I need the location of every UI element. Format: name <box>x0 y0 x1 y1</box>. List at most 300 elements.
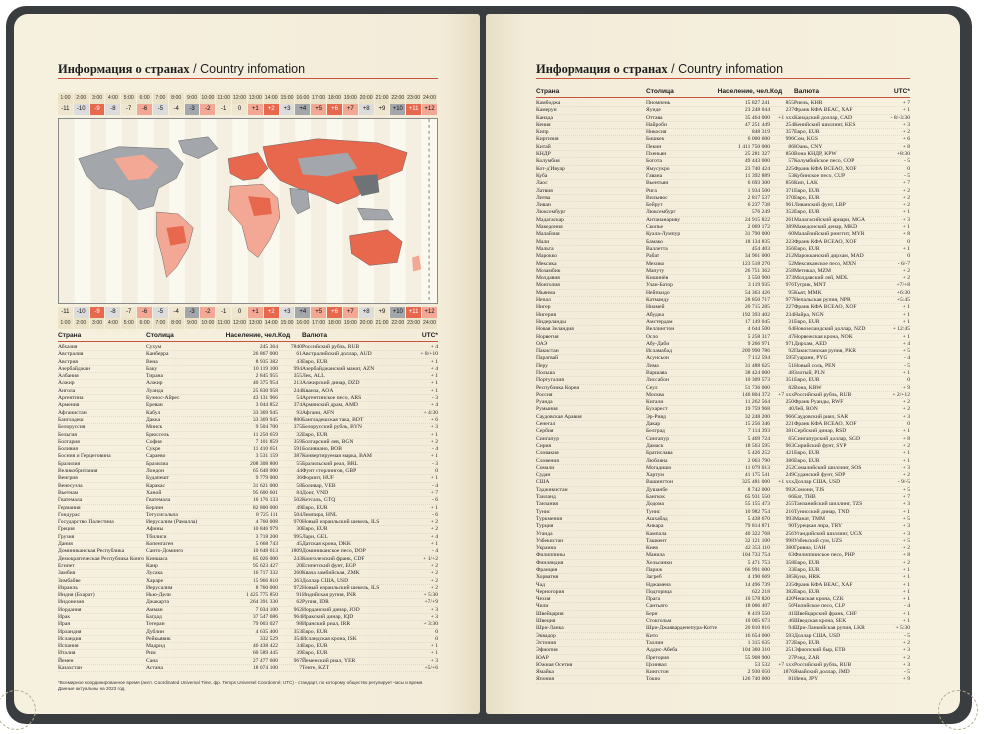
country-name: Гондурас <box>58 511 80 518</box>
capital-name: София <box>146 438 162 445</box>
table-row <box>536 334 910 341</box>
capital-name: Сана <box>146 657 158 664</box>
table-row <box>536 312 910 319</box>
phone-code: 381 <box>785 428 794 435</box>
utc-offset: - 4 <box>903 355 910 362</box>
population-value: 41 175 541 <box>744 472 770 479</box>
utc-offset: + 3 <box>902 647 910 654</box>
currency-name: Доллар США, USD <box>302 577 349 584</box>
country-name: Боливия <box>58 446 78 453</box>
phone-code: 351 <box>785 377 794 384</box>
table-row <box>58 643 438 650</box>
table-row <box>536 669 910 676</box>
phone-code: 355 <box>293 373 302 380</box>
capital-name: Бухарест <box>646 406 668 413</box>
table-row <box>536 458 910 465</box>
utc-time-cell: 5:00 <box>121 93 137 104</box>
phone-code: 64 <box>788 326 794 333</box>
population-value: 104 360 310 <box>742 647 770 654</box>
phone-code: 962 <box>293 606 302 613</box>
utc-offset: + 5 <box>902 486 910 493</box>
currency-name: Афгани, AFN <box>302 409 335 416</box>
capital-name: Каир <box>146 562 158 569</box>
phone-code: 33 <box>788 567 794 573</box>
utc-offset: +7/+8 <box>896 282 910 289</box>
currency-name: Сирийский фунт, SYP <box>794 442 847 449</box>
utc-time-cell: 9:00 <box>185 318 201 329</box>
phone-code: 47 <box>788 333 794 340</box>
country-name: Венесуэла <box>58 482 83 489</box>
phone-code: 93 <box>296 409 302 416</box>
time-zone-stripe <box>75 119 91 303</box>
table-row <box>536 377 910 384</box>
currency-name: Франк КФА ВСЕАО, XOF <box>794 165 857 172</box>
table-row <box>58 599 438 606</box>
country-name: Новая Зеландия <box>536 326 574 333</box>
phone-code: 34 <box>296 643 302 650</box>
utc-offset: + 2 <box>430 570 438 577</box>
phone-code: 992 <box>785 486 794 493</box>
currency-name: Юань, CNY <box>794 143 823 150</box>
utc-time-cell: 18:00 <box>327 93 343 104</box>
population-value: 65 931 550 <box>744 494 770 501</box>
utc-offset-cell: +12 <box>422 104 438 115</box>
column-header-population: Население, чел. <box>717 88 770 95</box>
country-name: Канада <box>536 114 553 121</box>
utc-offset: + 4 <box>430 365 438 372</box>
phone-code: 385 <box>785 574 794 581</box>
phone-code: 221 <box>785 421 794 428</box>
table-row <box>536 640 910 647</box>
population-value: 3 119 935 <box>747 282 770 289</box>
utc-offset: + 2 <box>902 129 910 136</box>
table-row <box>536 341 910 348</box>
table-row <box>58 453 438 460</box>
country-name: Швейцария <box>536 610 564 617</box>
utc-time-cell: 3:00 <box>90 318 106 329</box>
country-name: Гватемала <box>58 497 83 504</box>
capital-name: Токио <box>646 676 661 683</box>
utc-time-cell: 23:00 <box>406 318 422 329</box>
capital-name: Иерусалим (Рамалла) <box>146 519 198 526</box>
population-value: 53 532 <box>754 661 770 668</box>
utc-offset: + 1 <box>902 107 910 114</box>
currency-name: Эфиопский быр, ETB <box>794 647 846 654</box>
phone-code: 850 <box>785 151 794 158</box>
capital-name: Гавана <box>646 172 663 179</box>
utc-offset: + 1 <box>902 428 910 435</box>
country-name: Черногория <box>536 588 565 595</box>
currency-name: Конголезский франк, CDF <box>302 555 365 562</box>
utc-offset: + 1 <box>430 431 438 438</box>
currency-name: Кетсаль, GTQ <box>302 497 336 504</box>
capital-name: Сараево <box>146 453 166 460</box>
population-value: 1 315 635 <box>747 639 770 646</box>
population-value: 3 044 852 <box>255 402 278 409</box>
capital-name: Бразилиа <box>146 460 168 467</box>
utc-offset: + 2 <box>430 562 438 569</box>
table-row <box>58 592 438 599</box>
capital-name: Кито <box>646 632 658 639</box>
currency-name: Евро, EUR <box>302 504 328 511</box>
utc-offset-cell: -6 <box>137 104 153 115</box>
utc-offset: - 3 <box>431 395 438 402</box>
capital-name: Тирана <box>146 373 164 380</box>
currency-name: Евро, EUR <box>794 209 820 216</box>
table-row <box>536 472 910 479</box>
population-value: 10 982 754 <box>744 508 770 515</box>
column-header-country: Страна <box>536 88 560 95</box>
currency-name: Рэнд, ZAR <box>794 654 820 661</box>
population-value: 40 375 954 <box>252 380 278 387</box>
country-name: Малайзия <box>536 231 560 238</box>
table-row <box>536 297 910 304</box>
utc-offset: + 4 <box>430 533 438 540</box>
phone-code: 58 <box>296 482 302 489</box>
population-value: 43 131 966 <box>252 395 278 402</box>
phone-code: 250 <box>785 399 794 406</box>
currency-name: Колумбийское песо, COP <box>794 158 855 165</box>
utc-offset-cell: +3 <box>280 104 296 115</box>
table-row <box>536 144 910 151</box>
capital-name: Веллингтон <box>646 326 675 333</box>
currency-name: Российский рубль, RUB <box>302 344 360 350</box>
phone-code: 504 <box>293 511 302 518</box>
population-value: 2 817 537 <box>747 194 770 201</box>
country-name: Болгария <box>58 438 80 445</box>
utc-offset: + 2 <box>430 577 438 584</box>
currency-name: Российский рубль, RUB <box>794 661 852 668</box>
country-name: Словакия <box>536 450 559 457</box>
utc-time-cell: 8:00 <box>169 93 185 104</box>
table-row <box>536 662 910 669</box>
country-name: Молдавия <box>536 275 560 282</box>
country-name: Португалия <box>536 377 564 384</box>
utc-offset-cell: -9 <box>90 104 106 115</box>
phone-code: 243 <box>293 555 302 562</box>
population-value: 65 648 000 <box>252 468 278 475</box>
table-row <box>536 370 910 377</box>
capital-name: Катманду <box>646 297 670 304</box>
capital-name: Багдад <box>146 613 162 620</box>
population-value: 11 079 013 <box>745 464 770 471</box>
capital-name: Буэнос-Айрес <box>146 395 180 402</box>
column-header-currency: Валюта <box>794 88 819 95</box>
population-value: 37 547 686 <box>252 613 278 620</box>
country-name: Монголия <box>536 282 560 289</box>
utc-time-cell: 15:00 <box>280 318 296 329</box>
population-value: 35 464 000 <box>744 114 770 121</box>
capital-name: Амман <box>146 606 163 613</box>
utc-offset-cell: -10 <box>74 104 90 115</box>
country-name: Киргизия <box>536 136 559 143</box>
utc-time-cell: 19:00 <box>343 318 359 329</box>
capital-name: Цхинвал <box>646 661 667 668</box>
utc-time-cell: 11:00 <box>216 93 232 104</box>
currency-name: Евро, EUR <box>794 588 820 595</box>
population-value: 23 740 424 <box>744 165 770 172</box>
population-value: 10 119 100 <box>253 365 278 372</box>
corner-decoration <box>0 690 36 730</box>
utc-offset: +8:30 <box>896 151 910 158</box>
country-name: Демократическая Республика Конго <box>58 555 145 562</box>
capital-name: Ниамей <box>646 304 665 311</box>
phone-code: 372 <box>785 639 794 646</box>
currency-name: Доллар США, USD <box>794 632 841 639</box>
currency-name: Шведская крона, SEK <box>794 618 847 625</box>
table-row <box>536 582 910 589</box>
capital-name: Улан-Батор <box>646 282 673 289</box>
utc-time-cell: 21:00 <box>375 318 391 329</box>
phone-code: +7 ххх <box>778 391 794 398</box>
table-row <box>536 509 910 516</box>
currency-name: Кванза, AOA <box>302 387 334 394</box>
currency-name: Пакистанская рупия, PKR <box>794 348 857 355</box>
phone-code: 51 <box>788 362 794 369</box>
currency-name: Евро, EUR <box>794 639 820 646</box>
phone-code: 964 <box>293 613 302 620</box>
table-row <box>536 136 910 143</box>
utc-offset: + 3:30 <box>423 621 438 628</box>
utc-offset: + 1 <box>430 650 438 657</box>
currency-name: Евро, EUR <box>794 457 820 464</box>
utc-time-cell: 16:00 <box>295 93 311 104</box>
utc-offset: + 3 <box>902 464 910 471</box>
utc-offset: + 1 <box>902 581 910 588</box>
currency-name: Саудовский риял, SAR <box>794 413 849 420</box>
utc-offset: + 8 <box>902 143 910 150</box>
country-name: Индия (Бхарат) <box>58 592 95 599</box>
phone-code: 977 <box>785 297 794 304</box>
utc-offset-cell: +7 <box>343 307 359 318</box>
capital-name: Варшава <box>646 369 667 376</box>
capital-name: Хараре <box>146 577 164 584</box>
capital-name: Загреб <box>646 574 662 581</box>
table-row <box>58 585 438 592</box>
country-name: Мексика <box>536 260 557 267</box>
currency-name: Македонский денар, MKD <box>794 224 858 231</box>
currency-name: Манат, TMM <box>794 515 825 522</box>
capital-name: Ямусукро <box>646 165 670 172</box>
utc-offset: + 1 <box>430 453 438 460</box>
phone-code: 591 <box>293 446 302 453</box>
population-value: 9 779 000 <box>255 475 278 482</box>
country-name: Кот-д'Ивуар <box>536 165 565 172</box>
phone-code: 7840 <box>290 344 302 350</box>
currency-name: Йеменский риал, YER <box>302 657 356 664</box>
phone-code: 46 <box>788 618 794 625</box>
utc-time-cell: 20:00 <box>359 318 375 329</box>
utc-offset: 0 <box>907 377 910 384</box>
capital-name: Астана <box>146 665 163 672</box>
utc-offset: + 2 <box>430 438 438 445</box>
utc-offset: + 3 <box>902 121 910 128</box>
table-row <box>58 468 438 475</box>
country-name: Пакистан <box>536 348 559 355</box>
population-value: 16 717 332 <box>252 570 278 577</box>
country-name: Абхазия <box>58 344 78 350</box>
capital-name: Анкара <box>646 523 664 530</box>
country-name: Босния и Герцеговина <box>58 453 111 460</box>
population-value: 126 740 000 <box>742 676 770 683</box>
currency-name: Малагасийский ариари, MGA <box>794 216 866 223</box>
utc-offset: 0 <box>907 421 910 428</box>
utc-offset: + 2 <box>902 442 910 449</box>
table-row <box>536 180 910 187</box>
currency-name: Иранский риал, IRR <box>302 621 351 628</box>
population-value: 14 496 739 <box>744 581 770 588</box>
utc-offset: + 3 <box>902 530 910 537</box>
phone-code: 971 <box>785 340 794 347</box>
currency-name: Куна, HRK <box>794 574 821 581</box>
country-name: Узбекистан <box>536 537 564 544</box>
country-name: Франция <box>536 567 558 573</box>
currency-name: Марокканский дирхам, MAD <box>794 253 864 260</box>
utc-offset: + 9 <box>902 384 910 391</box>
phone-code: 55 <box>296 460 302 467</box>
utc-time-cell: 1:00 <box>58 93 74 104</box>
population-value: 2 845 955 <box>255 373 278 380</box>
utc-time-cell: 11:00 <box>216 318 232 329</box>
population-value: 7 112 594 <box>747 355 770 362</box>
table-row <box>536 589 910 596</box>
currency-name: Канадский доллар, CAD <box>794 114 853 121</box>
left-page <box>14 14 480 714</box>
utc-time-cell: 15:00 <box>280 93 296 104</box>
table-row <box>536 406 910 413</box>
utc-offset: + 12:45 <box>892 326 910 333</box>
capital-name: Аддис-Абеба <box>646 647 678 654</box>
capital-name: Пхеньян <box>646 151 667 158</box>
population-value: 11 392 889 <box>745 172 770 179</box>
population-value: 11 250 659 <box>253 431 278 438</box>
utc-footnote: *Всемирное координированное время (англ. Coordinated Universal Time, фр. Temps Universel Coordonné; UTC) - стандарт, по которому общество регулирует часы и время. Данные актуальны на 2023 год. <box>58 680 424 691</box>
utc-offset-cell: -9 <box>90 307 106 318</box>
currency-name: Угандийский шиллинг, UGX <box>794 530 863 537</box>
utc-time-cell: 5:00 <box>121 318 137 329</box>
table-row <box>536 552 910 559</box>
time-zone-stripe <box>122 119 138 303</box>
utc-offset: + 3 <box>902 413 910 420</box>
phone-code: 213 <box>293 380 302 387</box>
table-row <box>58 512 438 519</box>
country-name: Мали <box>536 238 550 245</box>
table-row <box>58 556 438 563</box>
country-name: Нигерия <box>536 311 557 318</box>
phone-code: 57 <box>788 158 794 165</box>
column-header-population: Население, чел. <box>225 332 278 339</box>
utc-scale-bottom <box>58 307 438 329</box>
table-row <box>536 611 910 618</box>
phone-code: 972 <box>293 584 302 591</box>
utc-time-cell: 6:00 <box>137 93 153 104</box>
population-value: 19 759 968 <box>744 406 770 413</box>
population-value: 16 654 000 <box>744 632 770 639</box>
population-value: 25 830 958 <box>252 387 278 394</box>
currency-name: Боливар, VEB <box>302 482 336 489</box>
table-row <box>58 359 438 366</box>
capital-name: Додома <box>646 501 664 508</box>
population-value: 32 248 200 <box>744 413 770 420</box>
table-row <box>536 253 910 260</box>
utc-time-cell: 13:00 <box>248 93 264 104</box>
currency-name: Фунт стерлингов, GBP <box>302 468 357 475</box>
phone-code: 60 <box>788 231 794 238</box>
table-row <box>536 625 910 632</box>
phone-code: 995 <box>293 533 302 540</box>
utc-offset: + 7 <box>902 494 910 501</box>
currency-name: Донг, VND <box>302 489 329 496</box>
country-name: Уганда <box>536 530 553 537</box>
phone-code: 235 <box>785 581 794 588</box>
utc-offset-cell: +1 <box>248 104 264 115</box>
currency-name: Вона, KRW <box>794 384 822 391</box>
utc-offset: + 2 <box>902 267 910 274</box>
utc-offset-cell: -5 <box>153 307 169 318</box>
country-name: Ямайка <box>536 669 554 676</box>
table-row <box>536 166 910 173</box>
utc-offset-cell: -1 <box>216 307 232 318</box>
capital-name: Манила <box>646 552 665 559</box>
capital-name: Дакар <box>646 421 661 428</box>
capital-name: Мехико <box>646 260 665 267</box>
country-name: Таджикистан <box>536 486 568 493</box>
population-value: 3 550 900 <box>747 275 770 282</box>
population-value: 31 790 000 <box>744 231 770 238</box>
country-name: Зимбабве <box>58 577 81 584</box>
currency-name: Конвертируемая марка, BAM <box>302 453 372 460</box>
population-value: 8 935 382 <box>255 358 278 365</box>
population-value: 18 134 835 <box>744 238 770 245</box>
utc-offset: +7/+9 <box>424 599 438 606</box>
table-row <box>536 647 910 654</box>
currency-name: Евро, EUR <box>302 526 328 533</box>
country-name: КНДР <box>536 151 551 158</box>
currency-name: Бразильский реал, BRL <box>302 460 358 467</box>
population-value: 66 991 000 <box>744 567 770 573</box>
population-value: 34 961 000 <box>744 253 770 260</box>
country-name: Сомали <box>536 464 555 471</box>
phone-code: 382 <box>785 588 794 595</box>
phone-code: 373 <box>785 275 794 282</box>
utc-time-cell: 4:00 <box>105 93 121 104</box>
phone-code: 967 <box>293 657 302 664</box>
utc-offset-cell: 0 <box>232 307 248 318</box>
currency-name: Лемпира, HNL <box>302 511 338 518</box>
currency-name: Евро, EUR <box>302 358 328 365</box>
country-name: Иордания <box>58 606 82 613</box>
currency-name: Швейцарский франк, CHF <box>794 610 857 617</box>
phone-code: 420 <box>785 596 794 603</box>
utc-offset: + 2 <box>902 639 910 646</box>
capital-name: Ереван <box>146 402 163 409</box>
utc-offset: - 5 <box>903 172 910 179</box>
country-name: Ирак <box>58 613 71 620</box>
currency-name: Датская крона, DKK <box>302 541 351 548</box>
utc-offset: + 2 <box>902 559 910 566</box>
currency-name: Гуарани, PYG <box>794 355 828 362</box>
time-zone-stripe <box>138 119 154 303</box>
capital-name: Шри-Джаяварденепура-Котте <box>646 625 718 632</box>
country-name: Афганистан <box>58 409 87 416</box>
table-row <box>536 560 910 567</box>
table-row <box>58 380 438 387</box>
utc-offset: + 5:30 <box>895 625 910 632</box>
capital-name: Нью-Дели <box>146 592 171 599</box>
population-value: 104 733 754 <box>742 552 770 559</box>
phone-code: 880 <box>293 416 302 423</box>
population-value: 4 644 500 <box>747 326 770 333</box>
